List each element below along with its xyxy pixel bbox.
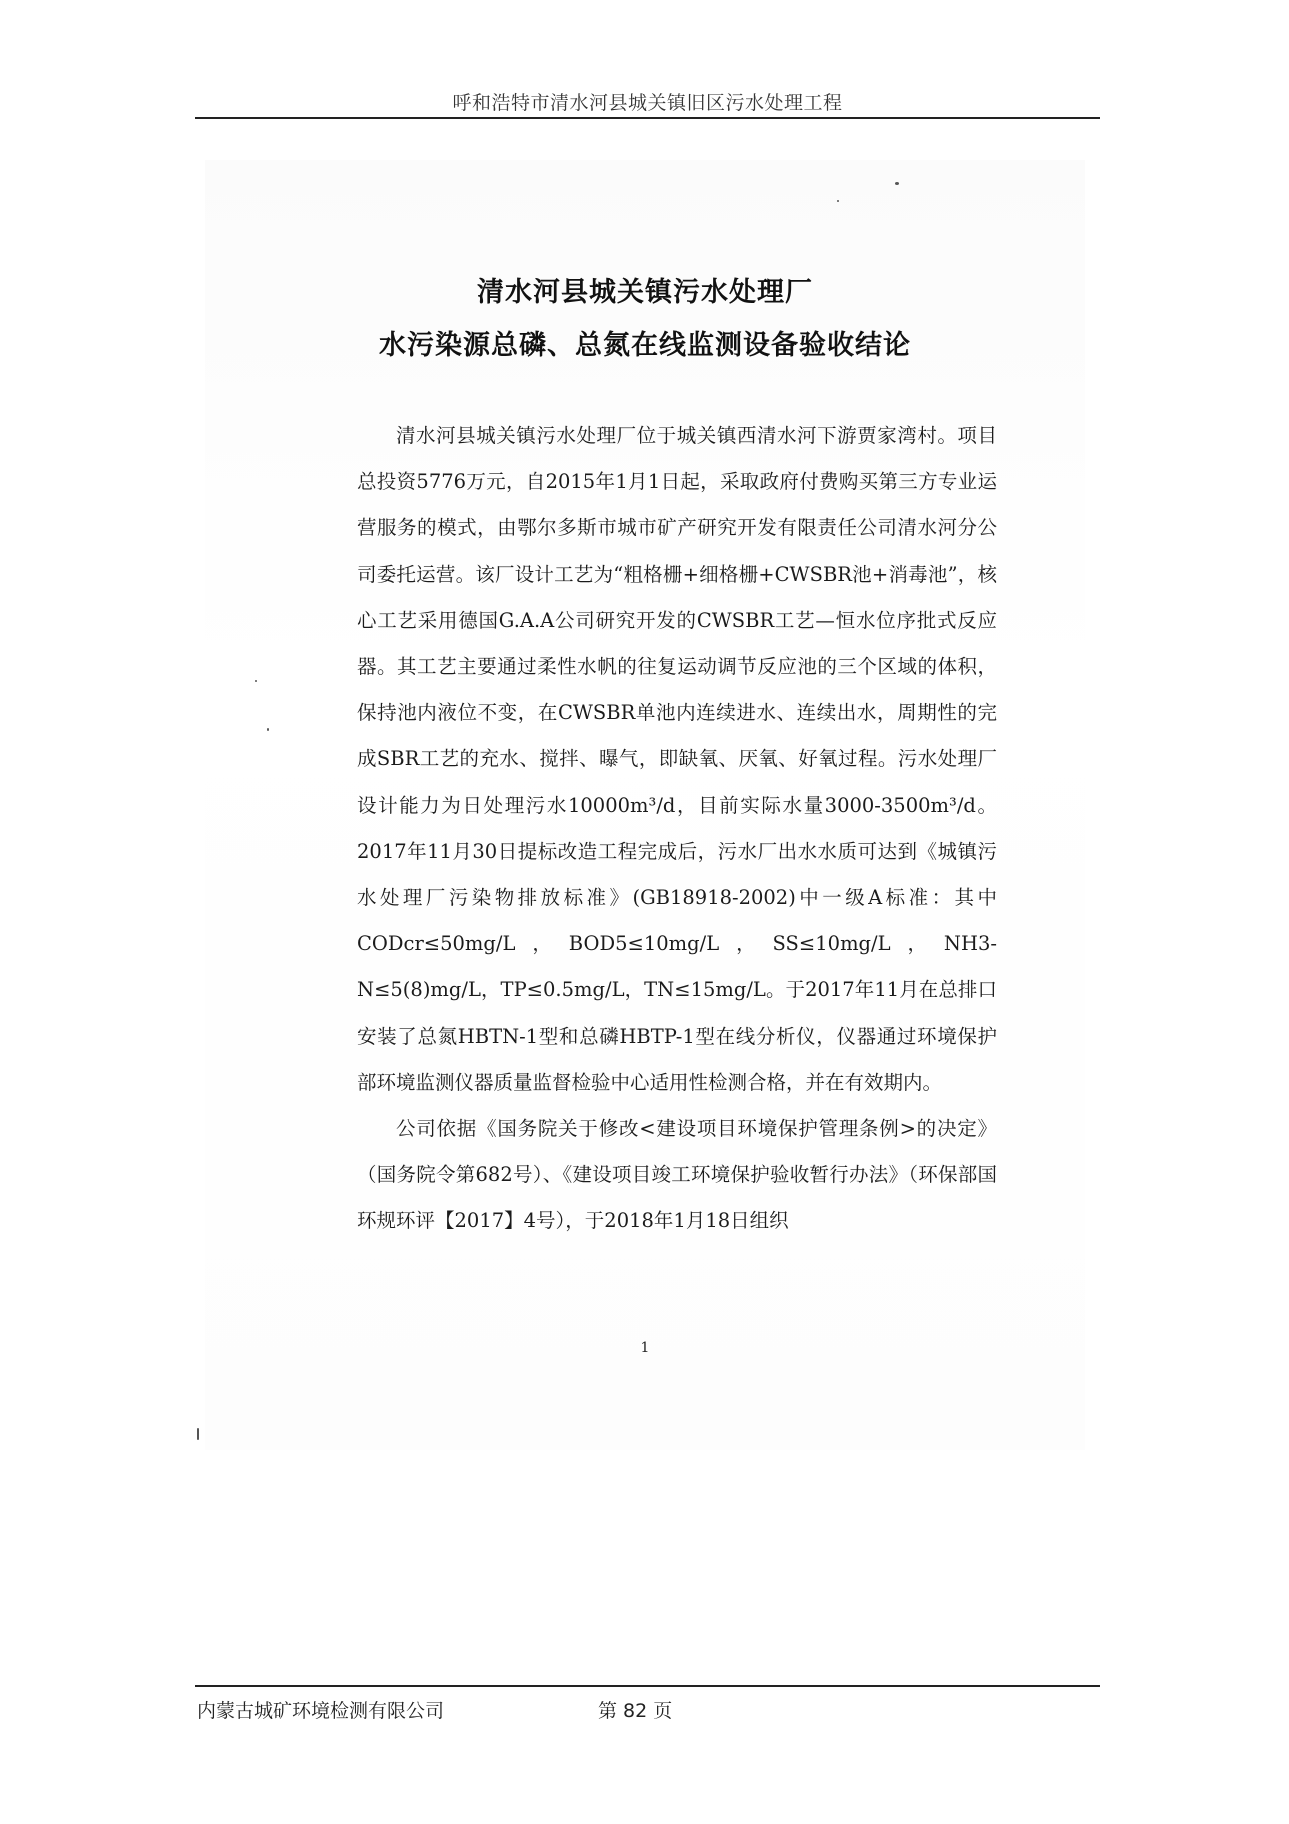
footer-page-number: 第 82 页 <box>598 1700 673 1722</box>
scan-speck <box>267 728 269 731</box>
scan-speck <box>837 200 839 202</box>
document-body <box>357 413 997 1245</box>
header-divider <box>195 117 1100 119</box>
running-header: 呼和浩特市清水河县城关镇旧区污水处理工程 <box>452 92 843 114</box>
document-title-line-1: 清水河县城关镇污水处理厂 <box>477 277 813 308</box>
footer-company-name: 内蒙古城矿环境检测有限公司 <box>197 1700 445 1722</box>
body-paragraph-2: 公司依据《国务院关于修改<建设项目环境保护管理条例>的决定》（国务院令第682号）、《建设项目竣工环境保护验收暂行办法》（环保部国环规环评【2017】4号），于2018年1月18日组织 <box>357 1117 997 1233</box>
body-paragraph-1: 清水河县城关镇污水处理厂位于城关镇西清水河下游贾家湾村。项目总投资5776万元，自2015年1月1日起，采取政府付费购买第三方专业运营服务的模式，由鄂尔多斯市城市矿产研究开发有限责任公司清水河分公司委托运营。该厂设计工艺为“粗格栅+细格栅+CWSBR池+消毒池”，核心工艺采用德国G.A.A公司研究开发的CWSBR工艺—恒水位序批式反应器。其工艺主要通过柔性水帆的往复运动调节反应池的三个区域的体积，保持池内液位不变，在CWSBR单池内连续进水、连续出水，周期性的完成SBR工艺的充水、搅拌、曝气，即缺氧、厌氧、好氧过程。污水处理厂设计能力为日处理污水10000m³/d，目前实际水量3000-3500m³/d。2017年11月30日提标改造工程完成后，污水厂出水水质可达到《城镇污水处理厂污染物排放标准》(GB18918-2002)中一级A标准：其中CODcr≤50mg/L，BOD5≤10mg/L，SS≤10mg/L，NH3-N≤5(8)mg/L，TP≤0.5mg/L，TN≤15mg/L。于2017年11月在总排口安装了总氮HBTN-1型和总磷HBTP-1型在线分析仪，仪器通过环境保护部环境监测仪器质量监督检验中心适用性检测合格，并在有效期内。 <box>357 424 997 1094</box>
scan-speck <box>895 182 899 185</box>
scanned-page <box>205 160 1085 1450</box>
scan-speck <box>255 680 257 682</box>
scan-speck <box>197 1428 199 1440</box>
scanned-page-number: 1 <box>640 1340 650 1356</box>
footer-divider <box>195 1685 1100 1687</box>
document-title-line-2: 水污染源总磷、总氮在线监测设备验收结论 <box>379 330 911 361</box>
